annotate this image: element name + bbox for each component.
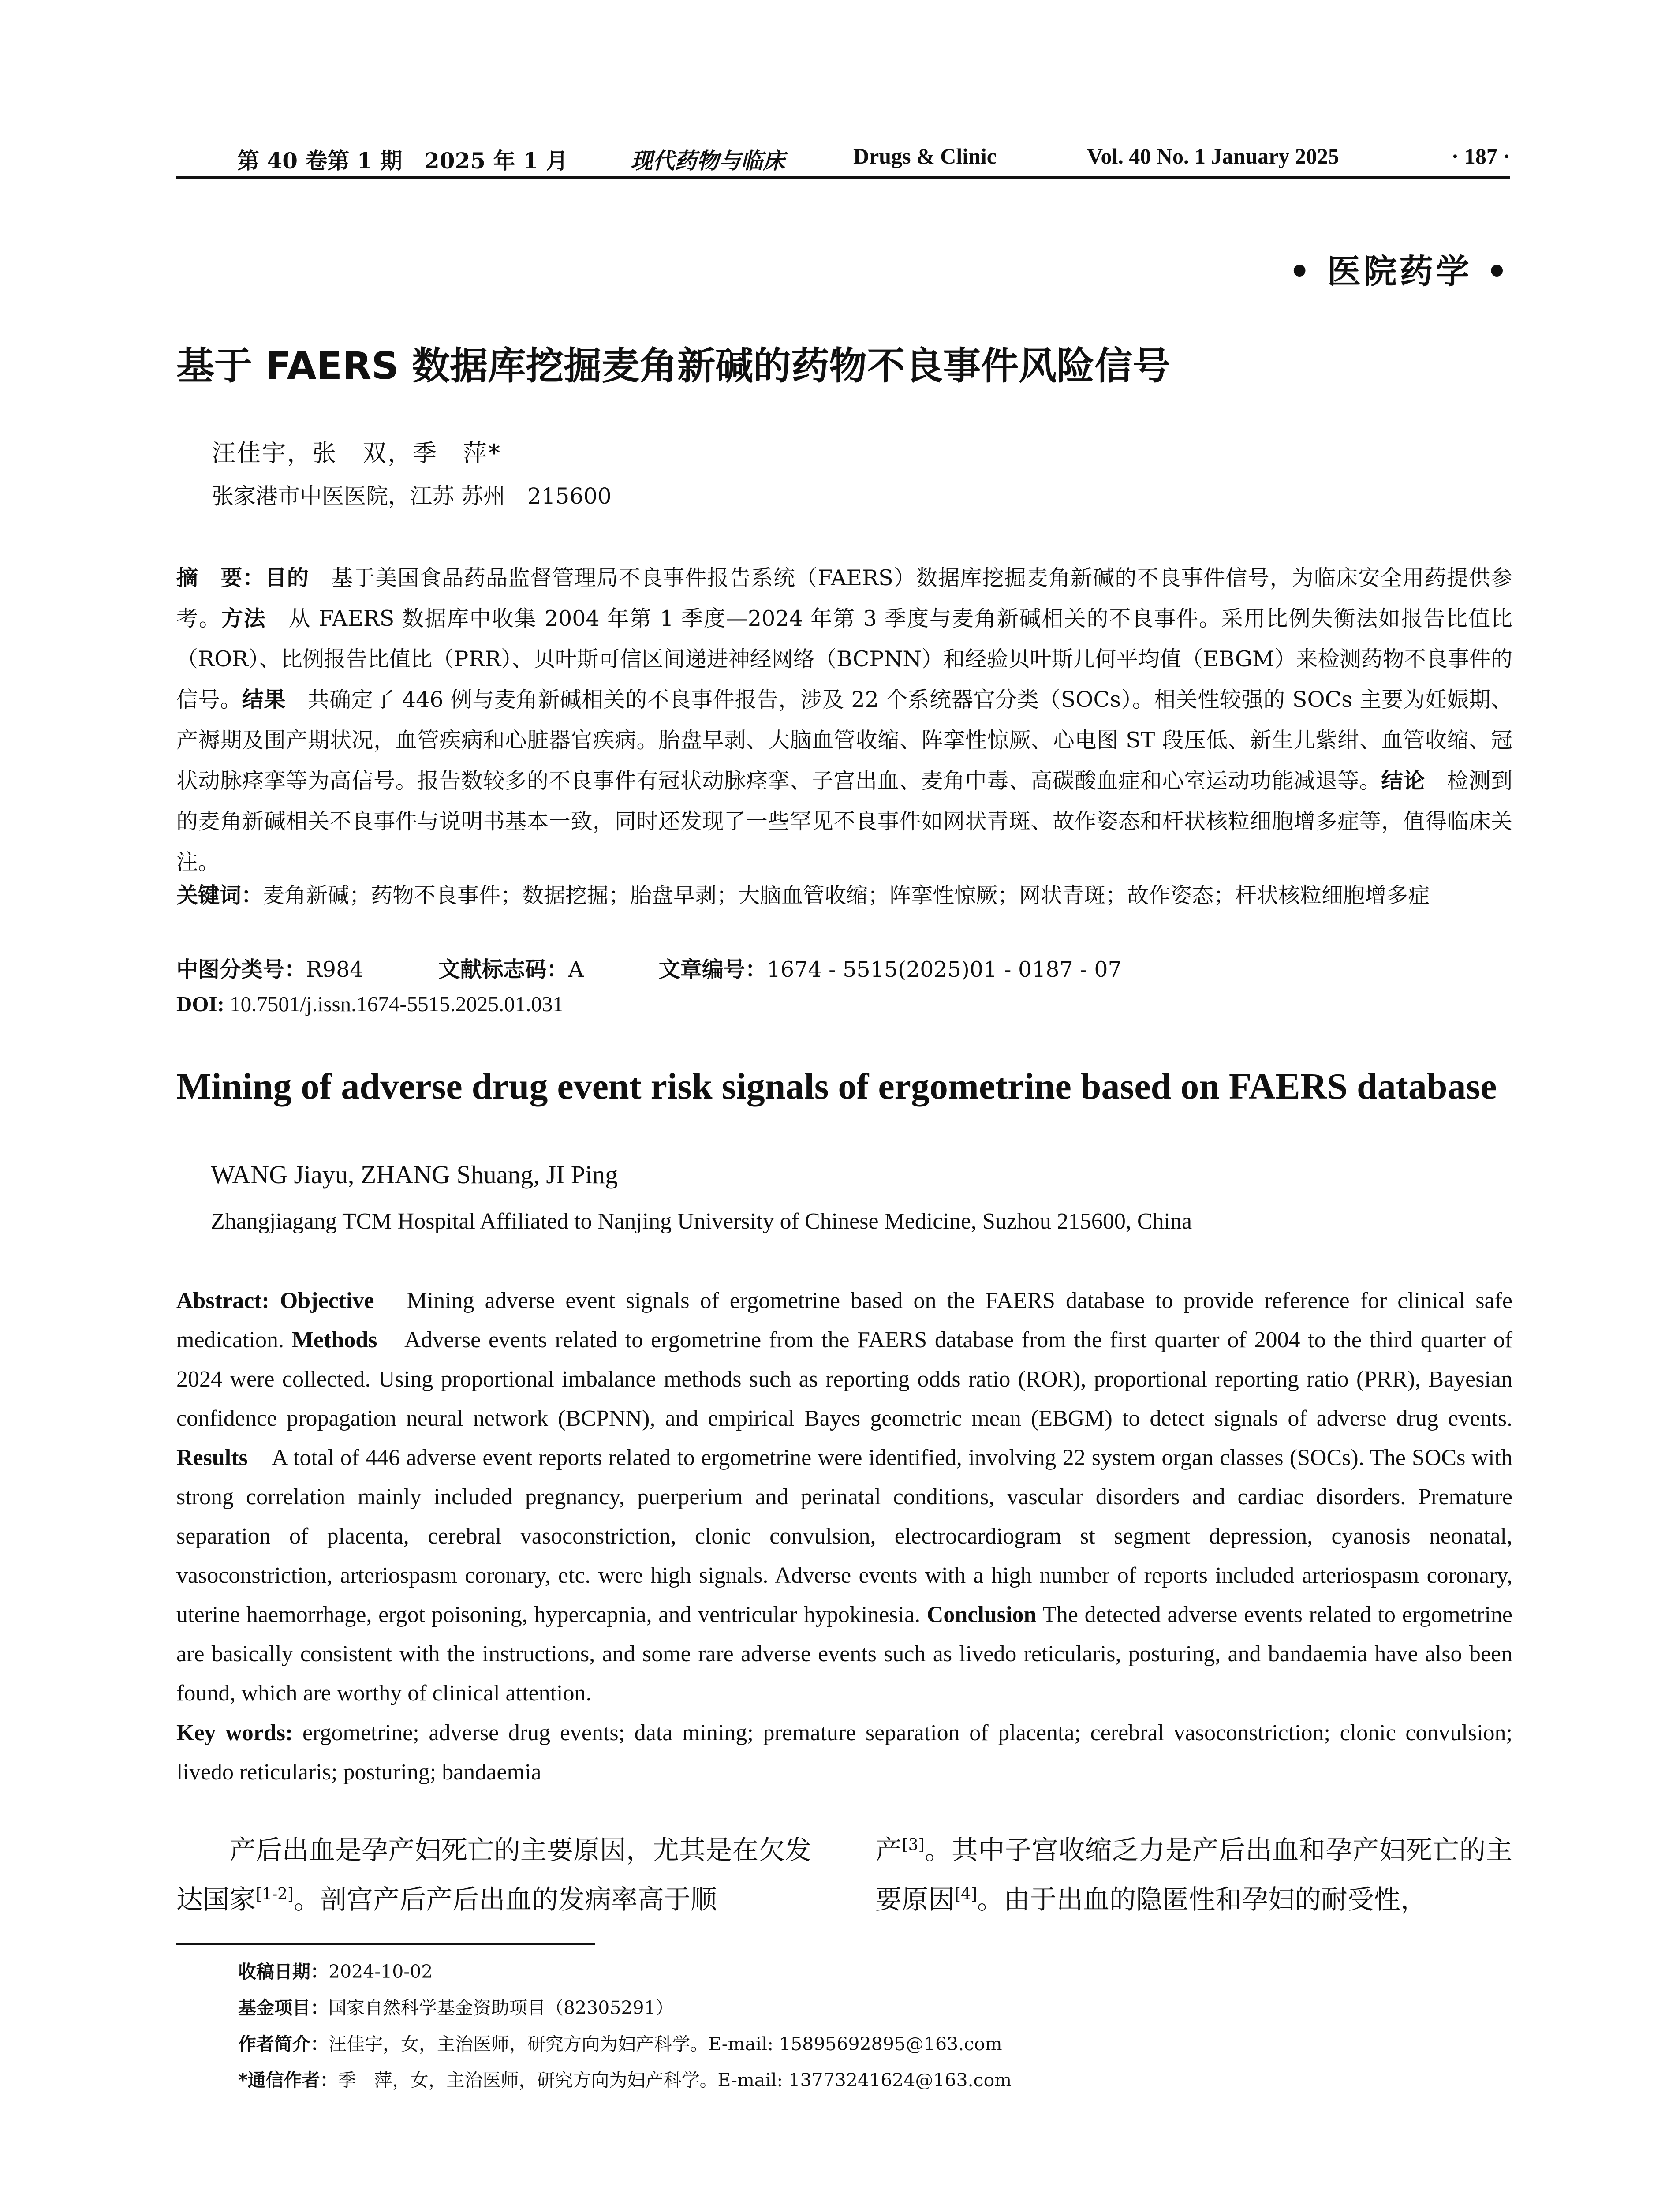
abstract-label-cn: 摘 要： (176, 565, 265, 590)
body-column-right (875, 1826, 1512, 1925)
header-volume-en: Vol. 40 No. 1 January 2025 (1087, 144, 1339, 168)
footnote-divider (176, 1943, 595, 1945)
body-text: 产 (875, 1835, 902, 1866)
body-text: 产后出血是孕产妇死亡的主要原因，尤其是在欠发达国家 (176, 1835, 811, 1915)
doi-line (176, 991, 564, 1017)
body-text: 。剖宫产后产后出血的发病率高于顺 (294, 1884, 717, 1915)
methods-label-cn: 方法 (221, 606, 266, 631)
body-text: 。其中子宫收缩乏力是产后出血和孕产妇死亡的主要原因 (875, 1835, 1512, 1915)
header-page-number: · 187 · (1451, 144, 1510, 168)
footnote-text: 汪佳宇，女，主治医师，研究方向为妇产科学。E-mail: 15895692895@163.com (329, 2033, 1002, 2055)
abstract-cn (176, 558, 1512, 882)
affiliation-en: Zhangjiagang TCM Hospital Affiliated to Nanjing University of Chinese Medicine, Suzhou 215600, China (211, 1209, 1192, 1234)
clc-value: R984 (306, 957, 364, 982)
conclusion-text-cn: 检测到的麦角新碱相关不良事件与说明书基本一致，同时还发现了一些罕见不良事件如网状青斑、故作姿态和杆状核粒细胞增多症等，值得临床关注。 (176, 768, 1512, 875)
doi-link[interactable]: 10.7501/j.issn.1674-5515.2025.01.031 (224, 992, 564, 1016)
abstract-en (176, 1281, 1512, 1713)
keywords-label-en: Key words: (176, 1720, 293, 1745)
body-text: 。由于出血的隐匿性和孕妇的耐受性， (977, 1884, 1427, 1915)
authors-en: WANG Jiayu, ZHANG Shuang, JI Ping (211, 1160, 618, 1189)
results-text-cn: 共确定了 446 例与麦角新碱相关的不良事件报告，涉及 22 个系统器官分类（SOCs）。相关性较强的 SOCs 主要为妊娠期、产褥期及围产期状况，血管疾病和心脏器官疾病。胎盘早剥、大脑血管收缩、阵挛性惊厥、心电图 ST 段压低、新生儿紫绀、血管收缩、冠状动脉痉挛等为高信号。报告数较多的不良事件有冠状动脉痉挛、子宫出血、麦角中毒、高碳酸血症和心室运动功能减退等。 (176, 687, 1512, 793)
results-text-en: A total of 446 adverse event reports related to ergometrine were identified, involving 22 system organ classes (SOCs). The SOCs with strong correlation mainly included pregnancy, puerperium and perinatal conditions, vascular disorders and cardiac disorders. Premature separation of placenta, cerebral vasoconstriction, clonic convulsion, electrocardiogram st segment depression, cyanosis neonatal, vasoconstriction, arteriospasm coronary, etc. were high signals. Adverse events with a high number of reports included arteriospasm coronary, uterine haemorrhage, ergot poisoning, hypercapnia, and ventricular hypokinesia. (176, 1445, 1512, 1627)
article-title-cn: 基于 FAERS 数据库挖掘麦角新碱的药物不良事件风险信号 (176, 344, 1171, 388)
objective-text-en: Mining adverse event signals of ergometrine based on the FAERS database to provide reference for clinical safe medication. (176, 1288, 1512, 1353)
keywords-text-en: ergometrine; adverse drug events; data mining; premature separation of placenta; cerebral vasoconstriction; clonic convulsion; livedo reticularis; posturing; bandaemia (176, 1720, 1512, 1785)
footnote-text: 2024-10-02 (329, 1961, 433, 1982)
footnote-label: 收稿日期： (238, 1961, 329, 1982)
objective-text-cn: 基于美国食品药品监督管理局不良事件报告系统（FAERS）数据库挖掘麦角新碱的不良事件信号，为临床安全用药提供参考。 (176, 565, 1512, 631)
methods-label-en: Methods (291, 1327, 377, 1353)
doc-code-value: A (568, 957, 584, 982)
footnote-text: 季 萍，女，主治医师，研究方向为妇产科学。E-mail: 13773241624@163.com (338, 2070, 1012, 2091)
conclusion-label-cn: 结论 (1381, 768, 1425, 793)
footnote-label: *通信作者： (238, 2070, 338, 2091)
footnote-fund (238, 1993, 674, 2019)
citation-ref[interactable]: [1-2] (256, 1885, 294, 1903)
methods-text-en: Adverse events related to ergometrine from the FAERS database from the first quarter of 2004 to the third quarter of 2024 were collected. Using proportional imbalance methods such as reporting odds ratio (ROR), proportional reporting ratio (PRR), Bayesian confidence propagation neural network (BCPNN), and empirical Bayes geometric mean (EBGM) to detect signals of adverse drug events. (176, 1327, 1513, 1431)
keywords-en (176, 1713, 1512, 1792)
results-label-en: Results (176, 1445, 248, 1470)
article-number-value: 1674 - 5515(2025)01 - 0187 - 07 (766, 957, 1122, 982)
header-journal-cn: 现代药物与临床 (631, 148, 785, 174)
body-column-left (176, 1826, 811, 1925)
running-header (176, 135, 1510, 179)
methods-text-cn: 从 FAERS 数据库中收集 2004 年第 1 季度—2024 年第 3 季度与麦角新碱相关的不良事件。采用比例失衡法如报告比值比（ROR）、比例报告比值比（PRR）、贝叶斯可信区间递进神经网络（BCPNN）和经验贝叶斯几何平均值（EBGM）来检测药物不良事件的信号。 (176, 606, 1512, 712)
footnote-text: 国家自然科学基金资助项目（82305291） (329, 1997, 674, 2018)
keywords-label-cn: 关键词： (176, 883, 263, 908)
section-label: • 医院药学 • (1288, 252, 1510, 291)
objective-label-cn: 目的 (265, 565, 309, 590)
keywords-text-cn: 麦角新碱；药物不良事件；数据挖掘；胎盘早剥；大脑血管收缩；阵挛性惊厥；网状青斑；故作姿态；杆状核粒细胞增多症 (263, 883, 1430, 908)
citation-ref[interactable]: [4] (955, 1885, 977, 1903)
footnote-label: 作者简介： (238, 2033, 329, 2055)
conclusion-text-en: The detected adverse events related to ergometrine are basically consistent with the instructions, and some rare adverse events such as livedo reticularis, posturing, and bandaemia have also been found, which are worthy of clinical attention. (176, 1602, 1512, 1706)
footnote-corresponding (238, 2066, 1012, 2092)
conclusion-label-en: Conclusion (926, 1602, 1037, 1627)
header-volume-cn: 第 40 卷第 1 期 2025 年 1 月 (237, 148, 568, 174)
abstract-label-en: Abstract: Objective (176, 1288, 374, 1313)
footnote-author (238, 2029, 1002, 2056)
clc-label: 中图分类号： (176, 957, 306, 982)
authors-cn: 汪佳宇，张 双，季 萍* (212, 439, 501, 467)
article-number-label: 文章编号： (658, 957, 767, 982)
footnote-received (238, 1957, 433, 1983)
doc-code-label: 文献标志码： (438, 957, 568, 982)
footnote-label: 基金项目： (238, 1997, 329, 2018)
results-label-cn: 结果 (242, 687, 286, 712)
doi-label: DOI: (176, 992, 224, 1016)
header-journal-en: Drugs & Clinic (853, 144, 997, 168)
classification-line (176, 953, 1122, 983)
article-title-en: Mining of adverse drug event risk signals of ergometrine based on FAERS database (176, 1066, 1497, 1107)
citation-ref[interactable]: [3] (902, 1836, 925, 1854)
affiliation-cn: 张家港市中医医院，江苏 苏州 215600 (212, 483, 612, 509)
keywords-cn (176, 875, 1512, 916)
